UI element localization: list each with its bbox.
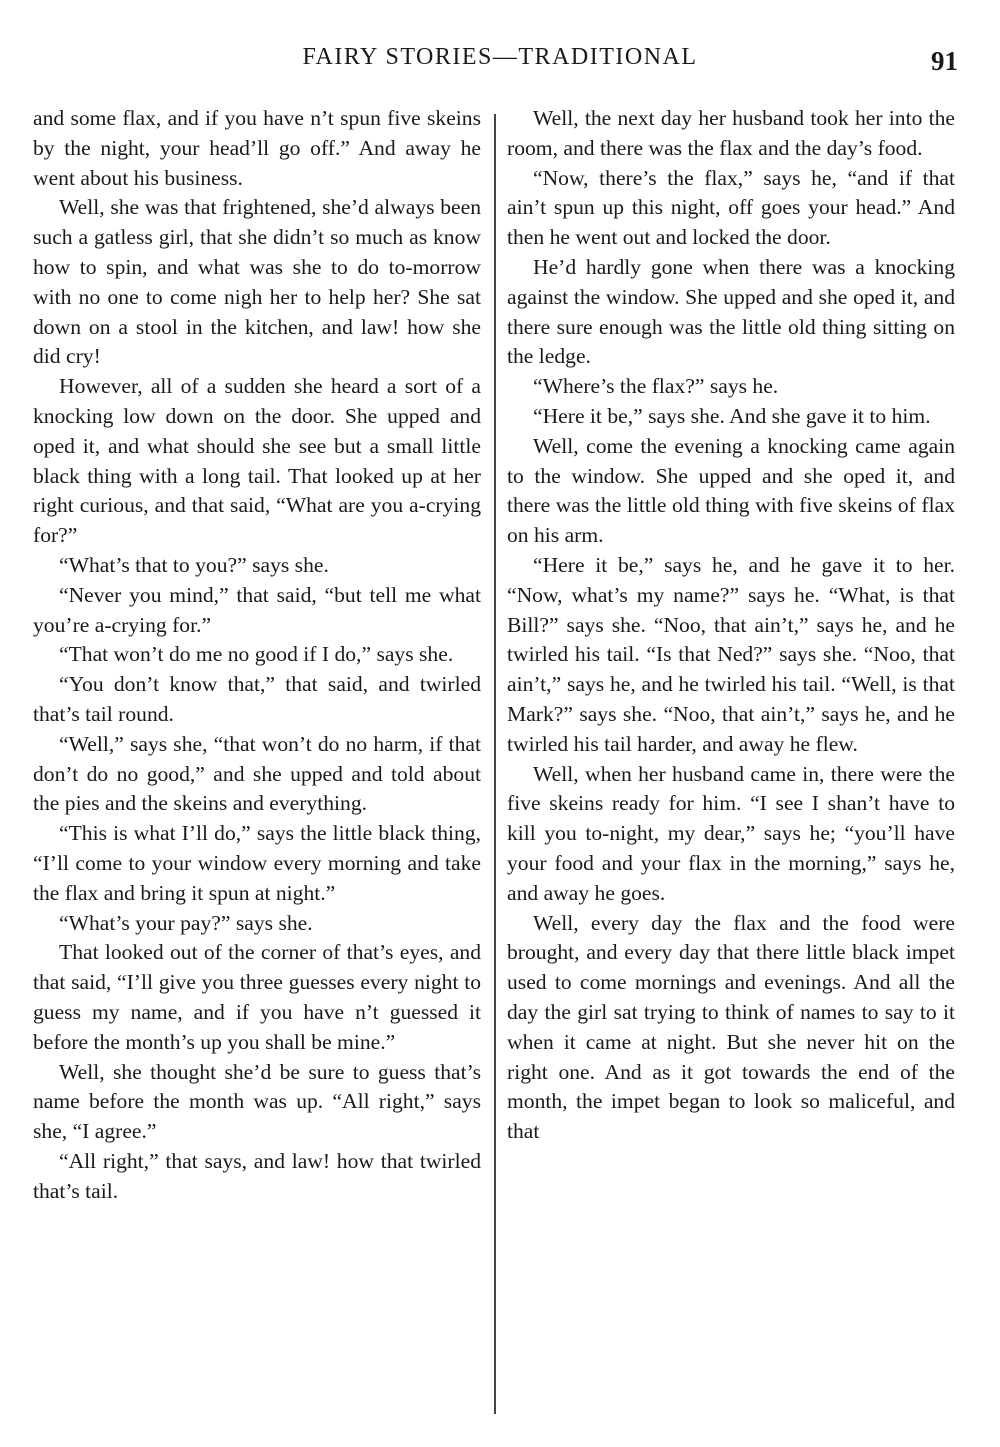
paragraph: That looked out of the corner of that’s eyes, and that said, “I’ll give you three guesses every night to guess my name, and if you have n’t guessed it before the month’s up you shall be mine.” [33,940,481,1054]
paragraph: Well, the next day her husband took her into the room, and there was the flax and the day’s food. [507,106,955,160]
column-divider [494,114,496,1414]
paragraph: Well, come the evening a knocking came again to the window. She upped and she oped it, and there was the little old thing with five skeins of flax on his arm. [507,433,955,548]
paragraph: “Here it be,” says he, and he gave it to her. “Now, what’s my name?” says he. “What, is that Bill?” says she. “Noo, that ain’t,” says he, and he twirled his tail. “Is that Ned?” says she. “Noo, that ain’t,” says he, and he twirled his tail. “Well, is that Mark?” says she. “Noo, that ain’t,” says he, and he twirled his tail harder, and away he flew. [507,552,955,756]
paragraph: “All right,” that says, and law! how that twirled that’s tail. [33,1148,481,1203]
paragraph: “Never you mind,” that said, “but tell me what you’re a-crying for.” [33,582,481,637]
paragraph: “Now, there’s the flax,” says he, “and if that ain’t spun up this night, off goes your head.” And then he went out and locked the door. [507,165,955,250]
running-title: FAIRY STORIES—TRADITIONAL [302,44,698,70]
paragraph: However, all of a sudden she heard a sort of a knocking low down on the door. She upped and oped it, and what should she see but a small little black thing with a long tail. That looked up at her right curious, and that said, “What are you a-crying for?” [33,374,481,548]
left-column [33,104,481,1206]
paragraph: Well, she thought she’d be sure to guess that’s name before the month was up. “All right,” says she, “I agree.” [33,1059,481,1144]
paragraph: He’d hardly gone when there was a knocking against the window. She upped and she oped it, and there sure enough was the little old thing sitting on the ledge. [507,254,955,369]
paragraph: “Well,” says she, “that won’t do no harm, if that don’t do no good,” and she upped and told about the pies and the skeins and everything. [33,731,481,816]
paragraph: Well, she was that frightened, she’d always been such a gatless girl, that she didn’t so much as know how to spin, and what was she to do to-morrow with no one to come nigh her to help her? She sat down on a stool in the kitchen, and law! how she did cry! [33,195,481,369]
paragraph: “Where’s the flax?” says he. [533,374,779,399]
paragraph: “What’s your pay?” says she. [59,910,313,935]
paragraph: “That won’t do me no good if I do,” says she. [59,642,454,667]
right-column [507,104,955,1147]
paragraph: and some flax, and if you have n’t spun five skeins by the night, your head’ll go off.” And away he went about his business. [33,106,481,190]
paragraph: “What’s that to you?” says she. [59,552,329,577]
paragraph: Well, every day the flax and the food were brought, and every day that there little black impet used to come mornings and evenings. And all the day the girl sat trying to think of names to say to it when it came at night. But she never hit on the right one. And as it got towards the end of the month, the impet began to look so maliceful, and that [507,910,955,1144]
paragraph: Well, when her husband came in, there were the five skeins ready for him. “I see I shan’t have to kill you to-night, my dear,” says he; “you’ll have your food and your flax in the morning,” says he, and away he goes. [507,761,955,905]
page-number: 91 [931,46,958,76]
paragraph: “You don’t know that,” that said, and twirled that’s tail round. [33,672,481,726]
paragraph: “This is what I’ll do,” says the little black thing, “I’ll come to your window every morning and take the flax and bring it spun at night.” [33,821,481,905]
paragraph: “Here it be,” says she. And she gave it to him. [533,403,931,428]
